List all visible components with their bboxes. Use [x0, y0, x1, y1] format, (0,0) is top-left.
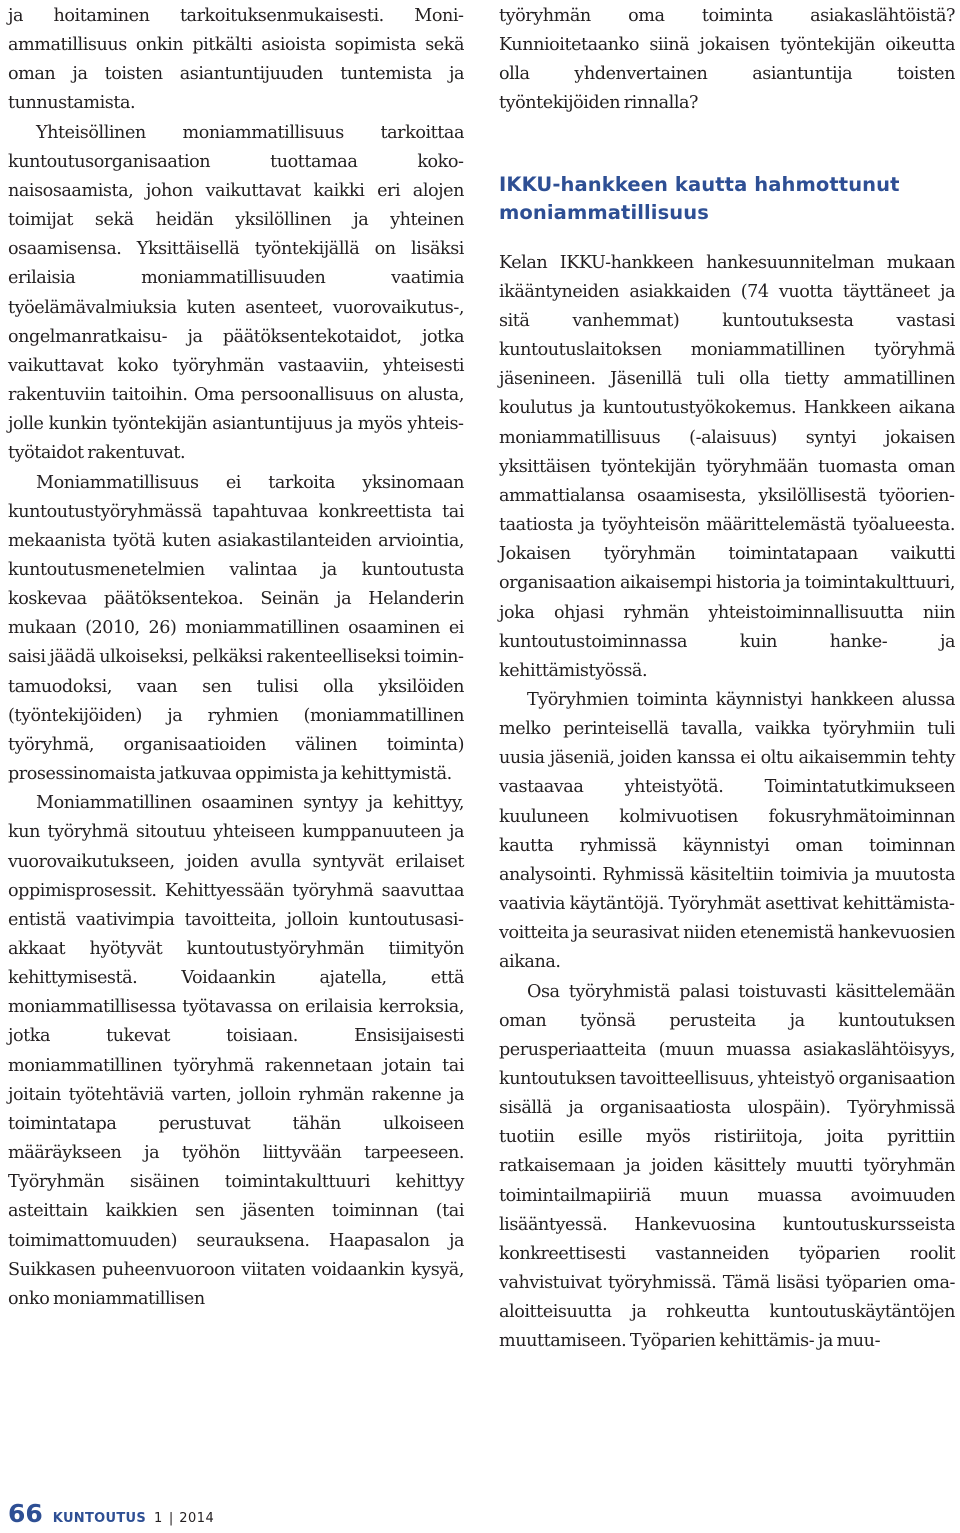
page-number: 66: [8, 1499, 43, 1528]
issue-number: 1: [154, 1511, 163, 1526]
body-paragraph: Moniammatillisuus ei tarkoita yksinomaan kuntoutustyöryhmässä tapahtuvaa konkreettista tai mekaanista työtä kuten asiakastilanteiden arviointia, kuntoutusmenetelmien valintaa ja kuntoutusta koskevaa päätöksentekoa. Seinän ja Helanderin mukaan (2010, 26) moniammatillinen osaaminen ei saisi jäädä ulkoiseksi, pelkäksi rakenteelliseksi toimintamuodoksi, vaan sen tulisi olla yksilöiden (työntekijöiden) ja ryhmien (moniammatillinen työryhmä, organisaatioiden välinen toiminta) prosessinomaista jatkuvaa oppimista ja kehittymistä.: [8, 472, 464, 785]
body-paragraph: Yhteisöllinen moniammatillisuus tarkoittaa kuntoutusorganisaation tuottamaa kokonaisosaamista, johon vaikuttavat kaikki eri alojen toimijat sekä heidän yksilöllinen ja yhteinen osaamisensa. Yksittäisellä työntekijällä on lisäksi erilaisia moniammatillisuuden vaatimia työelämävalmiuksia kuten asenteet, vuorovaikutus-, ongelmanratkaisu- ja päätöksentekotaidot, jotka vaikuttavat koko työryhmän vastaaviin, yhteisesti rakentuviin taitoihin. Oma persoonallisuus on alusta, jolle kunkin työntekijän asiantuntijuus ja myös yhteistyötaidot rakentuvat.: [8, 122, 464, 464]
body-paragraph: ja hoitaminen tarkoituksenmukaisesti. Moniammatillisuus onkin pitkälti asioista sopimista sekä oman ja toisten asiantuntijuuden tuntemista ja tunnustamista.: [8, 6, 464, 114]
section-heading: IKKU-hankkeen kautta hahmottunut moniammatillisuus: [499, 172, 900, 224]
left-column: [8, 2, 464, 1314]
issue-year: 2014: [179, 1511, 215, 1526]
page-footer: [8, 1499, 214, 1533]
right-column: [499, 2, 955, 1357]
body-paragraph: Moniammatillinen osaaminen syntyy ja kehittyy, kun työryhmä sitoutuu yhteiseen kumppanuuteen ja vuorovaikutukseen, joiden avulla syntyvät erilaiset oppimisprosessit. Kehittyessään työryhmä saavuttaa entistä vaativimpia tavoitteita, jolloin kuntoutusasiakkaat hyötyvät kuntoutustyöryhmän tiimityön kehittymisestä. Voidaankin ajatella, että moniammatillisessa työtavassa on erilaisia kerroksia, jotka tukevat toisiaan. Ensisijaisesti moniammatillinen työryhmä rakennetaan jotain tai joitain työtehtäviä varten, jolloin ryhmän rakenne ja toimintatapa perustuvat tähän ulkoiseen määräykseen ja työhön liittyvään tarpeeseen. Työryhmän sisäinen toimintakulttuuri kehittyy asteittain kaikkien sen jäsenten toiminnan (tai toimimattomuuden) seurauksena. Haapasalon ja Suikkasen puheenvuoroon viitaten voidaankin kysyä, onko moniammatillisen: [8, 793, 464, 1309]
body-paragraph: Kelan IKKU-hankkeen hankesuunnitelman mukaan ikääntyneiden asiakkaiden (74 vuotta täyttäneet ja sitä vanhemmat) kuntoutuksesta vastasi kuntoutuslaitoksen moniammatillinen työryhmä jäsenineen. Jäsenillä tuli olla tietty ammatillinen koulutus ja kuntoutustyökokemus. Hankkeen aikana moniammatillisuus (-alaisuus) syntyi jokaisen yksittäisen työntekijän työryhmään tuomasta oman ammattialansa osaamisesta, yksilöllisestä työorientaatiosta ja työyhteisön määrittelemästä työalueesta. Jokaisen työryhmän toimintatapaan vaikutti organisaation aikaisempi historia ja toimintakulttuuri, joka ohjasi ryhmän yhteistoiminnallisuutta niin kuntoutustoiminnassa kuin hanke- ja kehittämistyössä.: [499, 252, 955, 681]
footer-separator: |: [168, 1511, 174, 1526]
body-paragraph: Osa työryhmistä palasi toistuvasti käsittelemään oman työnsä perusteita ja kuntoutuksen perusperiaatteita (muun muassa asiakaslähtöisyys, kuntoutuksen tavoitteellisuus, yhteistyö organisaation sisällä ja organisaatiosta ulospäin). Työryhmissä tuotiin esille myös ristiriitoja, joita pyrittiin ratkaisemaan ja joiden käsittely muutti työryhmän toimintailmapiiriä muun muassa avoimuuden lisääntyessä. Hankevuosina kuntoutuskursseista konkreettisesti vastanneiden työparien roolit vahvistuivat työryhmissä. Tämä lisäsi työparien oma-aloitteisuutta ja rohkeutta kuntoutuskäytäntöjen muuttamiseen. Työparien kehittämis- ja muu-: [499, 981, 955, 1352]
continuation-paragraph: työryhmän oma toiminta asiakaslähtöistä? Kunnioitetaanko siinä jokaisen työntekijän oikeutta olla yhdenvertainen asiantuntija toisten työntekijöiden rinnalla?: [499, 6, 955, 114]
journal-name: KUNTOUTUS: [52, 1511, 147, 1526]
body-paragraph: Työryhmien toiminta käynnistyi hankkeen alussa melko perinteisellä tavalla, vaikka työryhmiin tuli uusia jäseniä, joiden kanssa ei oltu aikaisemmin tehty vastaavaa yhteistyötä. Toimintatutkimukseen kuuluneen kolmivuotisen fokusryhmätoiminnan kautta ryhmissä käynnistyi oman toiminnan analysointi. Ryhmissä käsiteltiin toimivia ja muutosta vaativia käytäntöjä. Työryhmät asettivat kehittämistavoitteita ja seurasivat niiden etenemistä hankevuosien aikana.: [499, 689, 955, 973]
